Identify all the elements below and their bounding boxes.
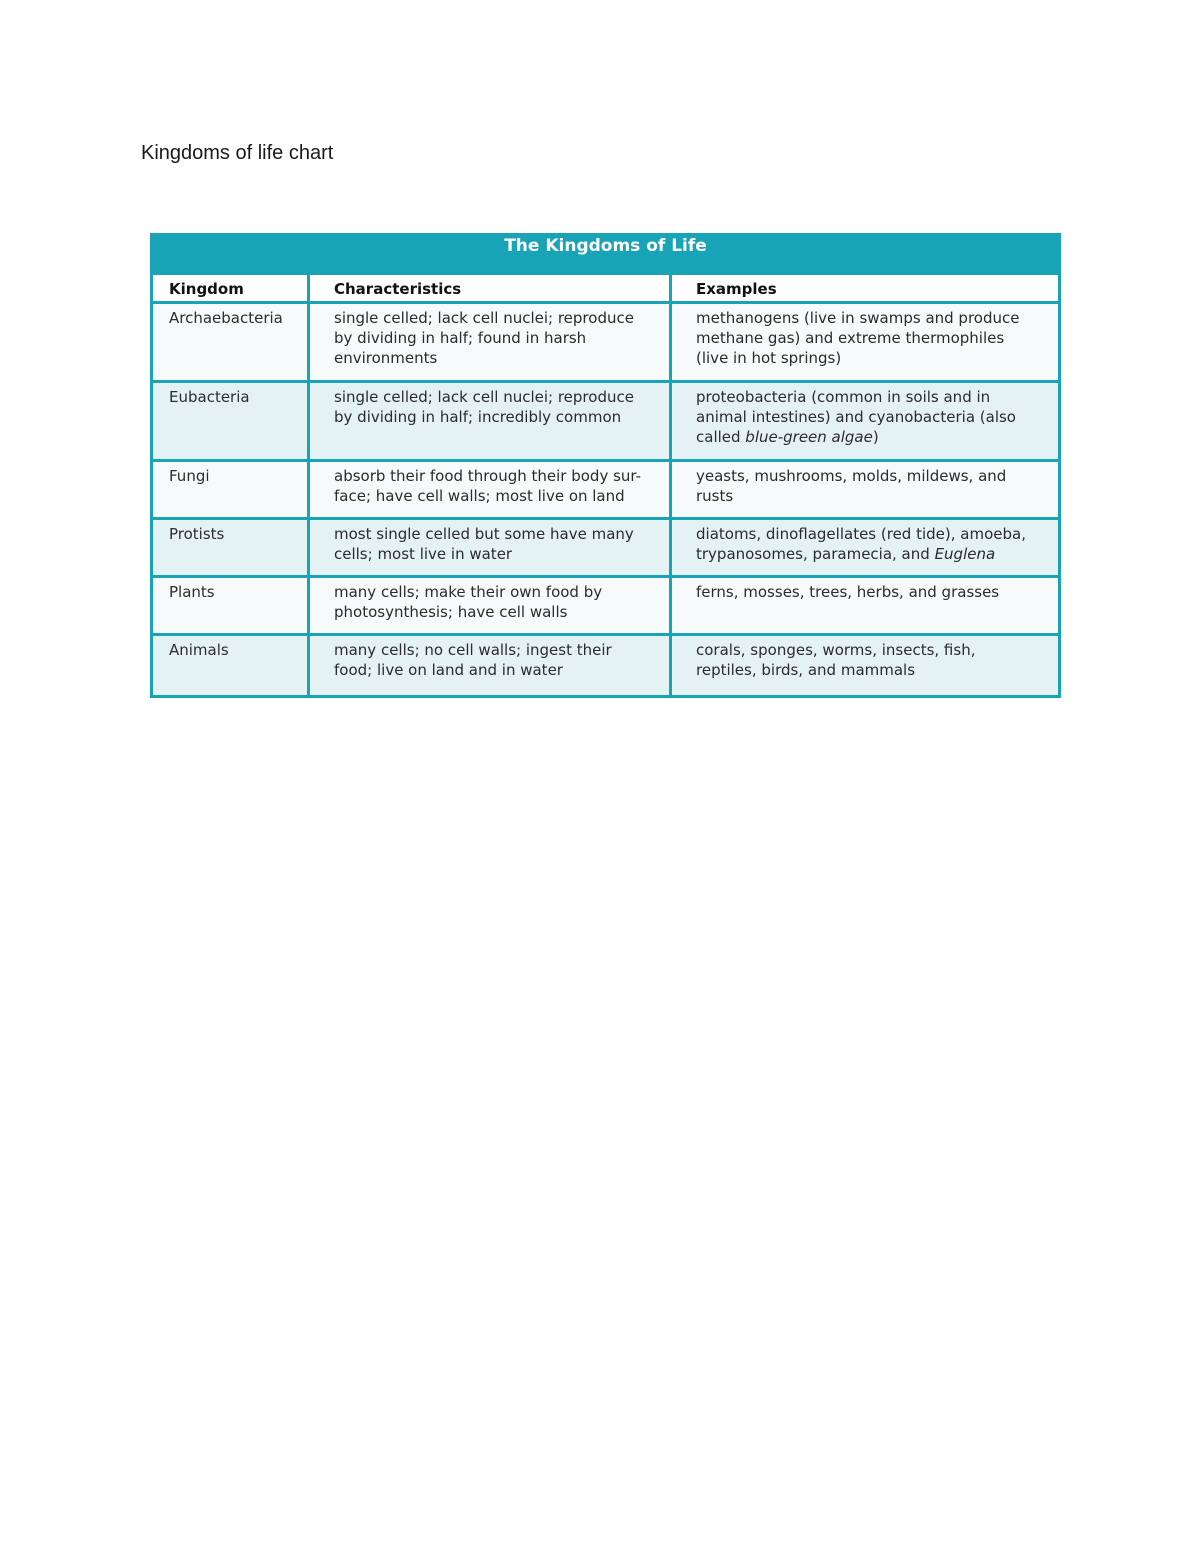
- examples-text-end: ): [872, 428, 879, 446]
- examples-italic-text: Euglena: [934, 545, 996, 563]
- kingdoms-table: [150, 233, 1061, 698]
- kingdom-cell: Archaebacteria: [152, 303, 309, 382]
- kingdom-cell: Eubacteria: [152, 382, 309, 461]
- table-title: The Kingdoms of Life: [152, 235, 1060, 274]
- table-row: [152, 519, 1060, 577]
- examples-italic-text: blue-green algae: [745, 428, 873, 446]
- examples-cell: [671, 519, 1060, 577]
- examples-cell: ferns, mosses, trees, herbs, and grasses: [671, 577, 1060, 635]
- examples-cell: [671, 382, 1060, 461]
- characteristics-cell: single celled; lack cell nuclei; reproduce by dividing in half; found in harsh environments: [309, 303, 671, 382]
- table-row: [152, 635, 1060, 697]
- table-header-row: [152, 274, 1060, 303]
- examples-cell: methanogens (live in swamps and produce methane gas) and extreme thermophiles (live in hot springs): [671, 303, 1060, 382]
- column-header-kingdom: Kingdom: [152, 274, 309, 303]
- characteristics-cell: absorb their food through their body sur-face; have cell walls; most live on land: [309, 461, 671, 519]
- characteristics-cell: many cells; no cell walls; ingest their food; live on land and in water: [309, 635, 671, 697]
- kingdom-cell: Animals: [152, 635, 309, 697]
- column-header-examples: Examples: [671, 274, 1060, 303]
- characteristics-cell: many cells; make their own food by photosynthesis; have cell walls: [309, 577, 671, 635]
- table-row: [152, 577, 1060, 635]
- examples-cell: yeasts, mushrooms, molds, mildews, and rusts: [671, 461, 1060, 519]
- kingdom-cell: Plants: [152, 577, 309, 635]
- document-heading: Kingdoms of life chart: [141, 142, 334, 164]
- table-row: [152, 461, 1060, 519]
- table-row: [152, 303, 1060, 382]
- kingdom-cell: Fungi: [152, 461, 309, 519]
- examples-text: diatoms, dinoflagellates (red tide), amoeba, trypanosomes, paramecia, and: [696, 525, 1026, 563]
- examples-text: proteobacteria (common in soils and in animal intestines) and cyanobacteria (also called: [696, 388, 1016, 446]
- examples-cell: corals, sponges, worms, insects, fish, reptiles, birds, and mammals: [671, 635, 1060, 697]
- kingdom-cell: Protists: [152, 519, 309, 577]
- characteristics-cell: single celled; lack cell nuclei; reproduce by dividing in half; incredibly common: [309, 382, 671, 461]
- column-header-characteristics: Characteristics: [309, 274, 671, 303]
- characteristics-cell: most single celled but some have many cells; most live in water: [309, 519, 671, 577]
- table-row: [152, 382, 1060, 461]
- table-title-row: [152, 235, 1060, 274]
